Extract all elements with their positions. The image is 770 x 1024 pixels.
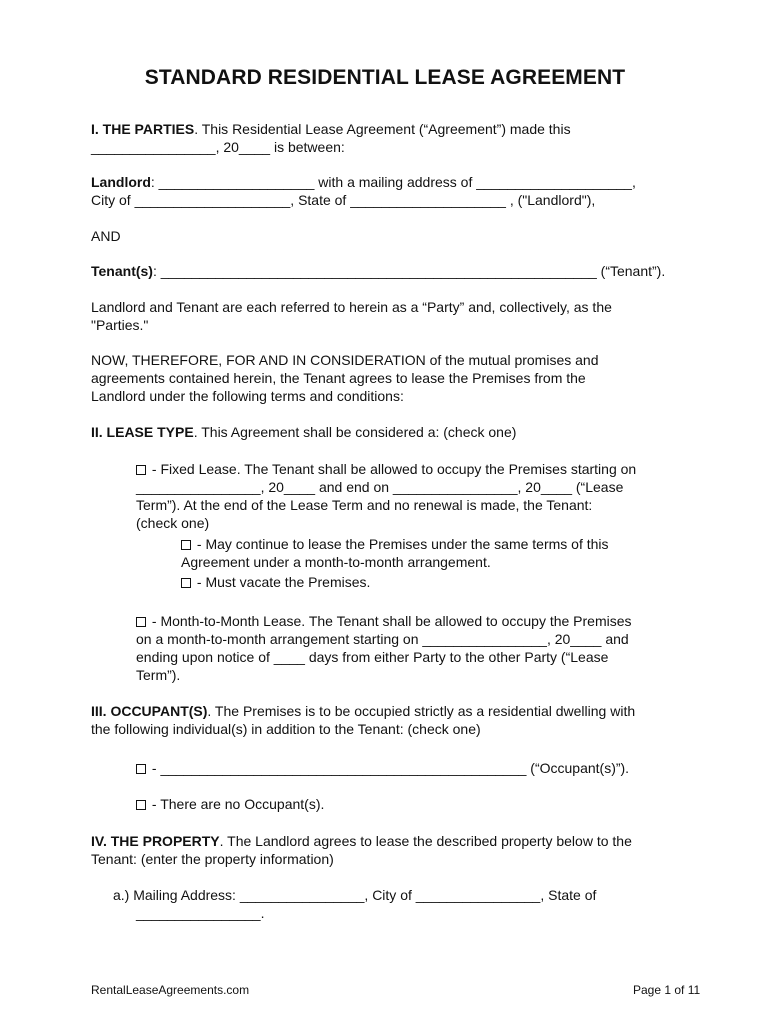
occupants-names-checkbox[interactable] xyxy=(136,764,146,774)
parties-intro-line xyxy=(91,120,571,138)
landlord-label: Landlord xyxy=(91,174,151,190)
property-line xyxy=(91,832,632,850)
tenant-field: : ________________________________________________________ (“Tenant”). xyxy=(152,263,666,279)
no-occupants-option[interactable] xyxy=(136,795,324,813)
month-to-month-text: - Month-to-Month Lease. The Tenant shall be allowed to occupy the Premises xyxy=(148,613,632,629)
parties-intro-text: . This Residential Lease Agreement (“Agreement”) made this xyxy=(194,121,571,137)
no-occupants-checkbox[interactable] xyxy=(136,800,146,810)
tenant-line xyxy=(91,262,665,280)
and-text: AND xyxy=(91,228,121,244)
vacate-checkbox[interactable] xyxy=(181,578,191,588)
month-to-month-line-4: Term”). xyxy=(136,667,181,683)
lease-type-heading: II. LEASE TYPE xyxy=(91,424,194,440)
tenant-label: Tenant(s) xyxy=(91,263,153,279)
vacate-text: - Must vacate the Premises. xyxy=(193,574,371,590)
collective-line-2: "Parties." xyxy=(91,317,149,333)
continue-lease-checkbox[interactable] xyxy=(181,540,191,550)
continue-lease-line-2: Agreement under a month-to-month arrangement. xyxy=(181,554,491,570)
vacate-option[interactable] xyxy=(181,573,370,591)
fixed-lease-term-line: Term”). At the end of the Lease Term and no renewal is made, the Tenant: xyxy=(136,497,593,513)
fixed-lease-dates-line: ________________, 20____ and end on ________________, 20____ (“Lease xyxy=(136,479,624,495)
continue-lease-text: - May continue to lease the Premises under the same terms of this xyxy=(193,536,609,552)
lease-type-intro: . This Agreement shall be considered a: (check one) xyxy=(193,424,517,440)
document-title: STANDARD RESIDENTIAL LEASE AGREEMENT xyxy=(144,66,626,89)
occupants-names-option[interactable] xyxy=(136,759,629,777)
landlord-city-state-line: City of ____________________, State of ____________________ , ("Landlord"), xyxy=(91,192,596,208)
lease-type-line xyxy=(91,423,516,441)
occupants-intro-line-2: the following individual(s) in addition to the Tenant: (check one) xyxy=(91,721,481,737)
month-to-month-checkbox[interactable] xyxy=(136,617,146,627)
mailing-address-line: a.) Mailing Address: ________________, City of ________________, State of xyxy=(113,887,597,903)
footer-website: RentalLeaseAgreements.com xyxy=(91,983,250,997)
continue-lease-option[interactable] xyxy=(181,535,609,553)
fixed-lease-check-one: (check one) xyxy=(136,515,210,531)
no-occupants-text: - There are no Occupant(s). xyxy=(148,796,325,812)
occupants-names-text: - _______________________________________________ (“Occupant(s)”). xyxy=(148,760,630,776)
property-intro: . The Landlord agrees to lease the described property below to the xyxy=(219,833,632,849)
occupants-intro: . The Premises is to be occupied strictly as a residential dwelling with xyxy=(207,703,636,719)
fixed-lease-text: - Fixed Lease. The Tenant shall be allowed to occupy the Premises starting on xyxy=(148,461,637,477)
parties-date-line: ________________, 20____ is between: xyxy=(91,139,345,155)
month-to-month-line-2: on a month-to-month arrangement starting on ________________, 20____ and xyxy=(136,631,629,647)
footer-page-number: Page 1 of 11 xyxy=(633,983,701,997)
fixed-lease-checkbox[interactable] xyxy=(136,465,146,475)
occupants-heading: III. OCCUPANT(S) xyxy=(91,703,208,719)
month-to-month-option[interactable] xyxy=(136,612,632,630)
month-to-month-line-3: ending upon notice of ____ days from either Party to the other Party (“Lease xyxy=(136,649,609,665)
consideration-line-3: Landlord under the following terms and conditions: xyxy=(91,388,404,404)
mailing-address-line-2: ________________. xyxy=(136,905,265,921)
landlord-line xyxy=(91,173,636,191)
occupants-line xyxy=(91,702,635,720)
landlord-fields: : ____________________ with a mailing address of ____________________, xyxy=(150,174,636,190)
parties-heading: I. THE PARTIES xyxy=(91,121,195,137)
consideration-line-1: NOW, THEREFORE, FOR AND IN CONSIDERATION of the mutual promises and xyxy=(91,352,599,368)
collective-line-1: Landlord and Tenant are each referred to herein as a “Party” and, collectively, as the xyxy=(91,299,612,315)
consideration-line-2: agreements contained herein, the Tenant agrees to lease the Premises from the xyxy=(91,370,586,386)
property-intro-line-2: Tenant: (enter the property information) xyxy=(91,851,334,867)
fixed-lease-option[interactable] xyxy=(136,460,636,478)
property-heading: IV. THE PROPERTY xyxy=(91,833,220,849)
